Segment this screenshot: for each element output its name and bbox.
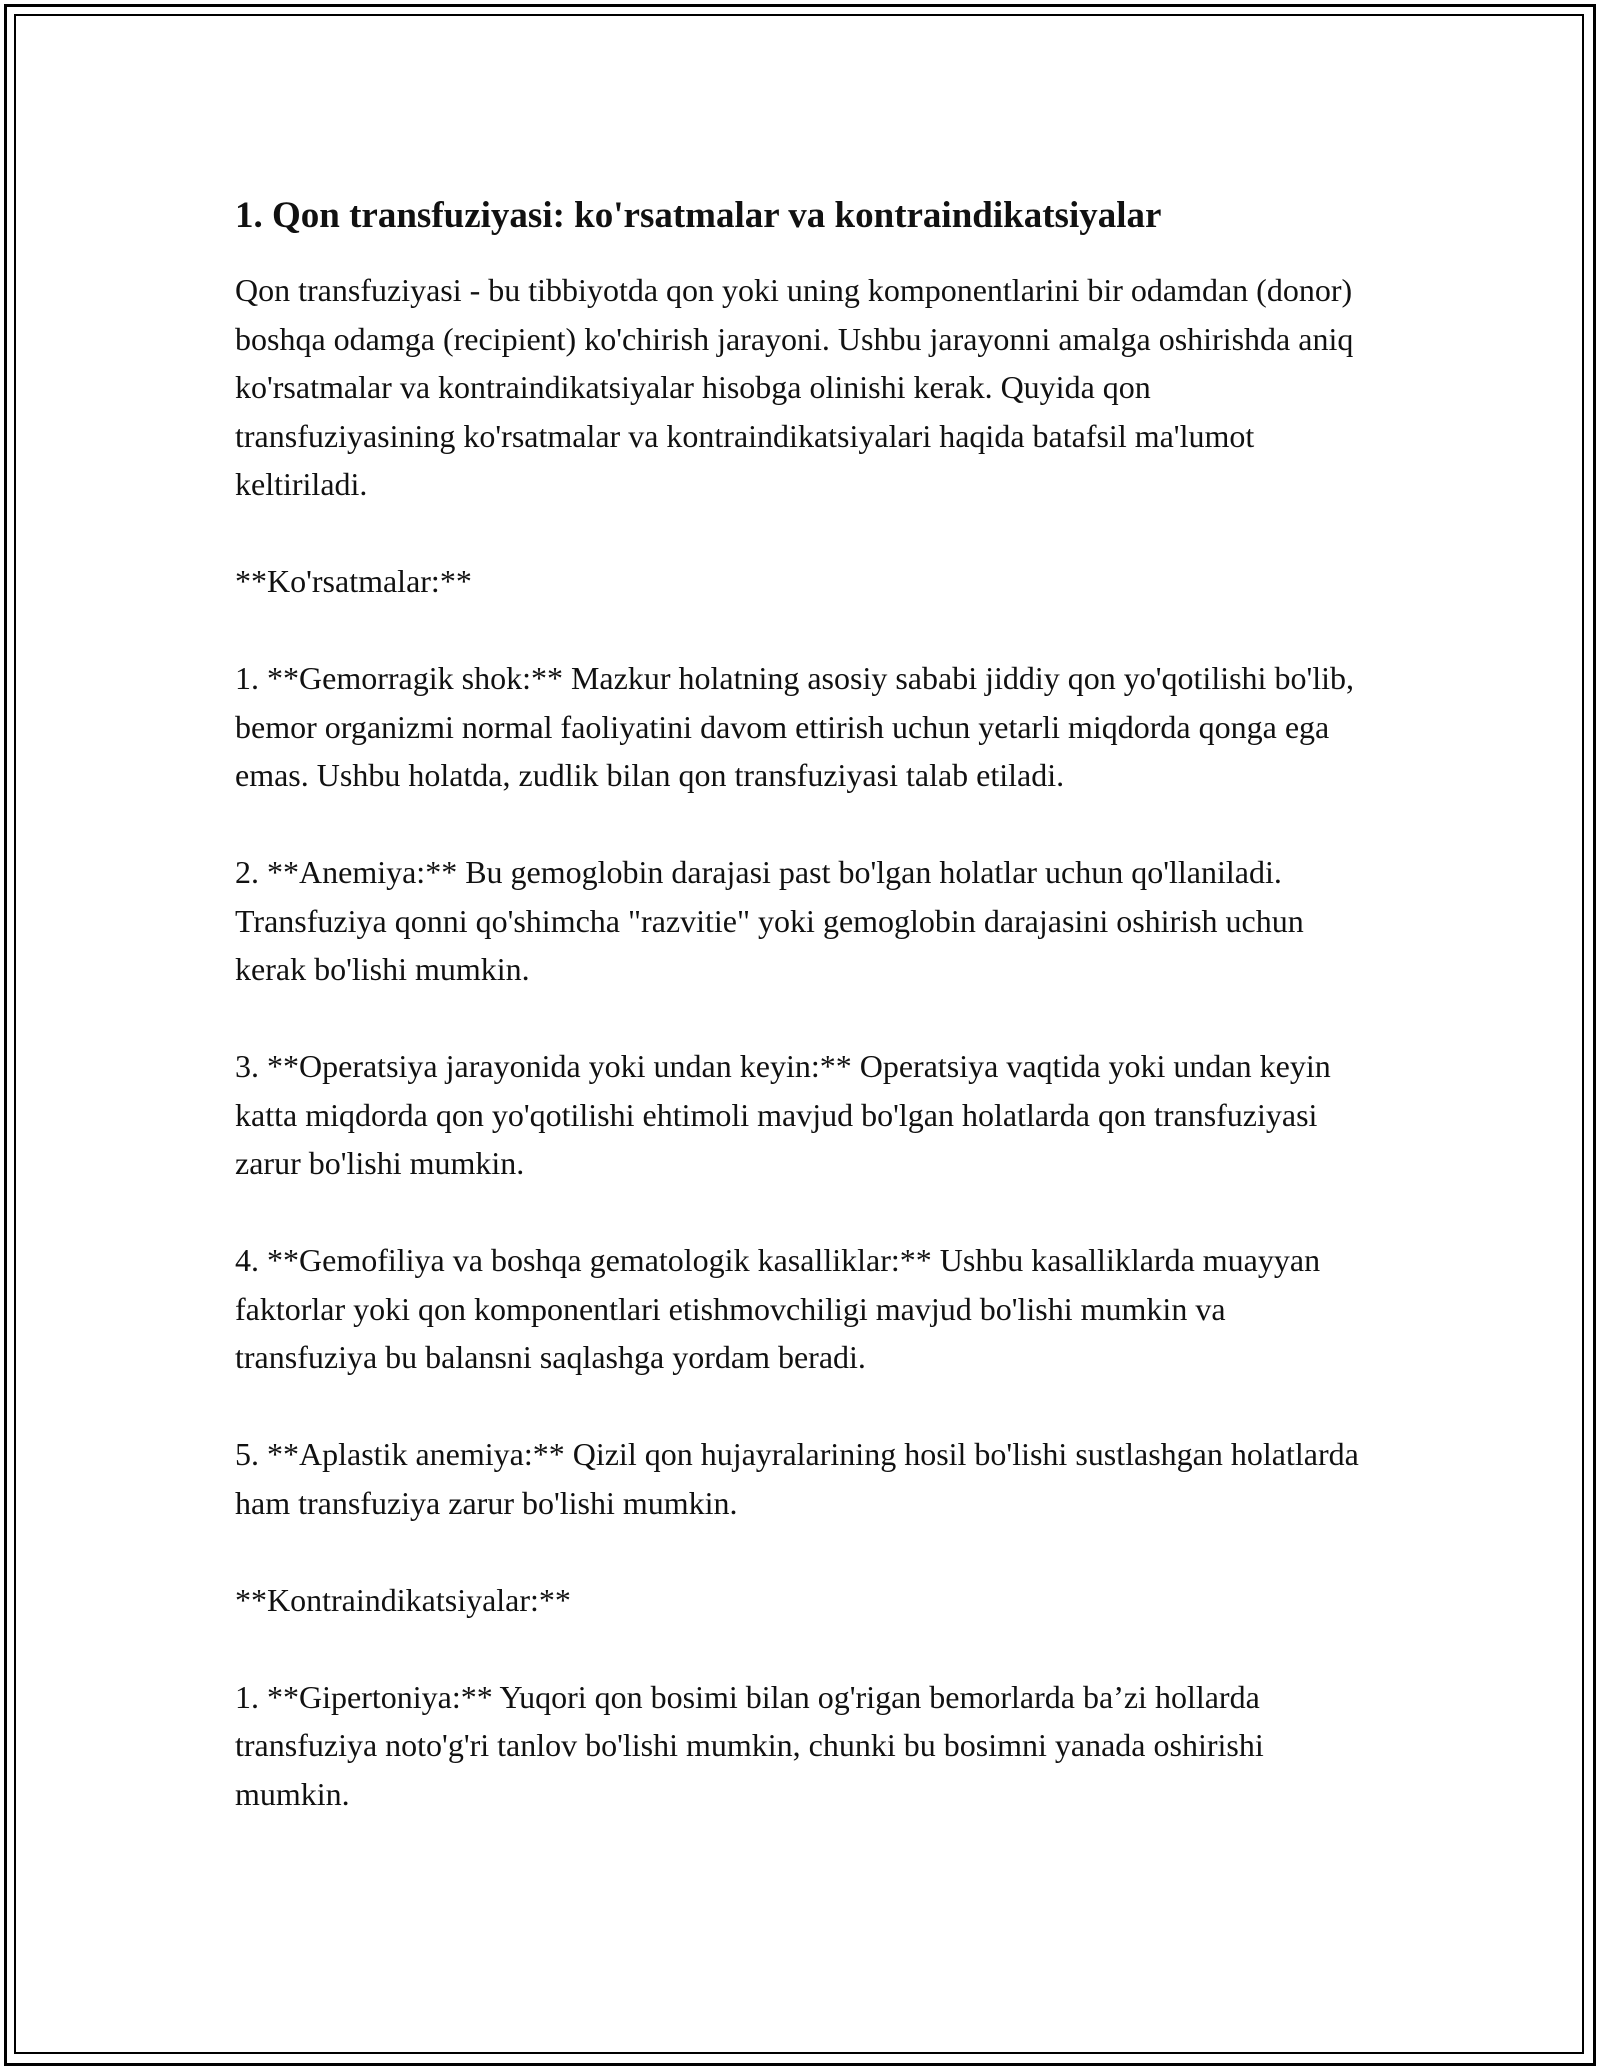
intro-paragraph: Qon transfuziyasi - bu tibbiyotda qon yoki uning komponentlarini bir odamdan (donor) boshqa odamga (recipient) ko'chirish jarayoni. Ushbu jarayonni amalga oshirishda aniq ko'rsatmalar va kontraindikatsiyalar hisobga olinishi kerak. Quyida qon transfuziyasining ko'rsatmalar va kontraindikatsiyalari haqida batafsil ma'lumot keltiriladi.	[235, 272, 1354, 502]
indication-item: 1. **Gemorragik shok:** Mazkur holatning asosiy sababi jiddiy qon yo'qotilishi bo'lib, bemor organizmi normal faoliyatini davom ettirish uchun yetarli miqdorda qonga ega emas. Ushbu holatda, zudlik bilan qon transfuziyasi talab etiladi.	[235, 660, 1354, 793]
indications-heading: **Ko'rsatmalar:**	[235, 563, 472, 599]
document-body	[235, 188, 1365, 1818]
contraindication-item: 1. **Gipertoniya:** Yuqori qon bosimi bilan og'rigan bemorlarda ba’zi hollarda transfuziya noto'g'ri tanlov bo'lishi mumkin, chunki bu bosimni yanada oshirishi mumkin.	[235, 1678, 1264, 1812]
indication-item: 3. **Operatsiya jarayonida yoki undan keyin:** Operatsiya vaqtida yoki undan keyin katta miqdorda qon yo'qotilishi ehtimoli mavjud bo'lgan holatlarda qon transfuziyasi zarur bo'lishi mumkin.	[235, 1048, 1331, 1181]
indication-item: 5. **Aplastik anemiya:** Qizil qon hujayralarining hosil bo'lishi sustlashgan holatlarda ham transfuziya zarur bo'lishi mumkin.	[235, 1436, 1359, 1521]
indication-item: 2. **Anemiya:** Bu gemoglobin darajasi past bo'lgan holatlar uchun qo'llaniladi. Transfuziya qonni qo'shimcha "razvitie" yoki gemoglobin darajasini oshirish uchun kerak bo'lishi mumkin.	[235, 854, 1304, 987]
contraindications-heading: **Kontraindikatsiyalar:**	[235, 1581, 571, 1618]
document-title: 1. Qon transfuziyasi: ko'rsatmalar va kontraindikatsiyalar	[235, 195, 1162, 236]
indication-item: 4. **Gemofiliya va boshqa gematologik kasalliklar:** Ushbu kasalliklarda muayyan faktorlar yoki qon komponentlari etishmovchiligi mavjud bo'lishi mumkin va transfuziya bu balansni saqlashga yordam beradi.	[235, 1242, 1321, 1375]
